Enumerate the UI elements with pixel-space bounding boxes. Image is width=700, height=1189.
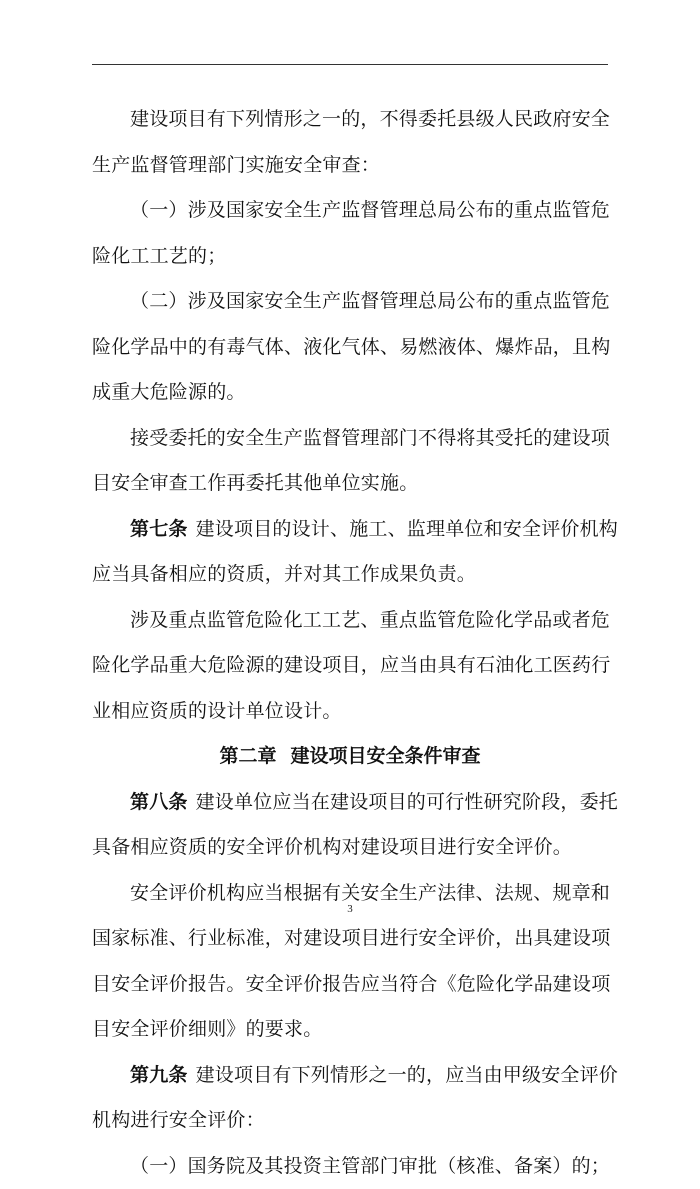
paragraph-line: 接受委托的安全生产监督管理部门不得将其受托的建设项 bbox=[92, 416, 608, 462]
paragraph-item-1 bbox=[92, 188, 608, 279]
paragraph-line: 业相应资质的设计单位设计。 bbox=[92, 689, 608, 735]
paragraph-line: 涉及重点监管危险化工工艺、重点监管危险化学品或者危 bbox=[92, 598, 608, 644]
document-body bbox=[92, 97, 608, 1189]
article-label: 第七条 bbox=[130, 518, 188, 540]
paragraph-design-qualification bbox=[92, 598, 608, 735]
article-9 bbox=[92, 1053, 608, 1144]
paragraph-line: 应当具备相应的资质，并对其工作成果负责。 bbox=[92, 552, 608, 598]
paragraph-line: 具备相应资质的安全评价机构对建设项目进行安全评价。 bbox=[92, 825, 608, 871]
paragraph-line: （一）国务院及其投资主管部门审批（核准、备案）的； bbox=[92, 1144, 608, 1189]
chapter-heading bbox=[92, 734, 608, 780]
paragraph-line: 安全评价机构应当根据有关安全生产法律、法规、规章和 bbox=[92, 871, 608, 917]
article-label: 第九条 bbox=[130, 1064, 188, 1086]
paragraph-line bbox=[92, 1053, 608, 1099]
paragraph-line: 机构进行安全评价： bbox=[92, 1098, 608, 1144]
paragraph-line: 成重大危险源的。 bbox=[92, 370, 608, 416]
paragraph-delegation bbox=[92, 416, 608, 507]
paragraph-line: 险化学品中的有毒气体、液化气体、易燃液体、爆炸品，且构 bbox=[92, 325, 608, 371]
paragraph-line bbox=[92, 507, 608, 553]
article-7 bbox=[92, 507, 608, 598]
page-number: 3 bbox=[0, 903, 700, 915]
paragraph-line: 险化学品重大危险源的建设项目，应当由具有石油化工医药行 bbox=[92, 643, 608, 689]
article-text: 建设单位应当在建设项目的可行性研究阶段，委托 bbox=[196, 791, 618, 813]
article-text: 建设项目的设计、施工、监理单位和安全评价机构 bbox=[196, 518, 618, 540]
article-label: 第八条 bbox=[130, 791, 188, 813]
paragraph-line: 国家标准、行业标准，对建设项目进行安全评价，出具建设项 bbox=[92, 916, 608, 962]
paragraph-line: （一）涉及国家安全生产监督管理总局公布的重点监管危 bbox=[92, 188, 608, 234]
paragraph-evaluation-report bbox=[92, 871, 608, 1053]
paragraph-line: 目安全评价细则》的要求。 bbox=[92, 1007, 608, 1053]
paragraph-line bbox=[92, 780, 608, 826]
paragraph-line: 目安全评价报告。安全评价报告应当符合《危险化学品建设项 bbox=[92, 962, 608, 1008]
paragraph-line: 险化工工艺的； bbox=[92, 234, 608, 280]
paragraph-item-2 bbox=[92, 279, 608, 416]
paragraph-line: 建设项目有下列情形之一的，不得委托县级人民政府安全 bbox=[92, 97, 608, 143]
article-text: 建设项目有下列情形之一的，应当由甲级安全评价 bbox=[196, 1064, 618, 1086]
paragraph-item-state-council bbox=[92, 1144, 608, 1189]
header-rule bbox=[92, 64, 608, 65]
paragraph-line: 目安全审查工作再委托其他单位实施。 bbox=[92, 461, 608, 507]
chapter-number: 第二章 bbox=[219, 745, 276, 767]
paragraph-review-exclusions bbox=[92, 97, 608, 188]
paragraph-line: 生产监督管理部门实施安全审查： bbox=[92, 143, 608, 189]
article-8 bbox=[92, 780, 608, 871]
chapter-title: 建设项目安全条件审查 bbox=[291, 745, 481, 767]
paragraph-line: （二）涉及国家安全生产监督管理总局公布的重点监管危 bbox=[92, 279, 608, 325]
